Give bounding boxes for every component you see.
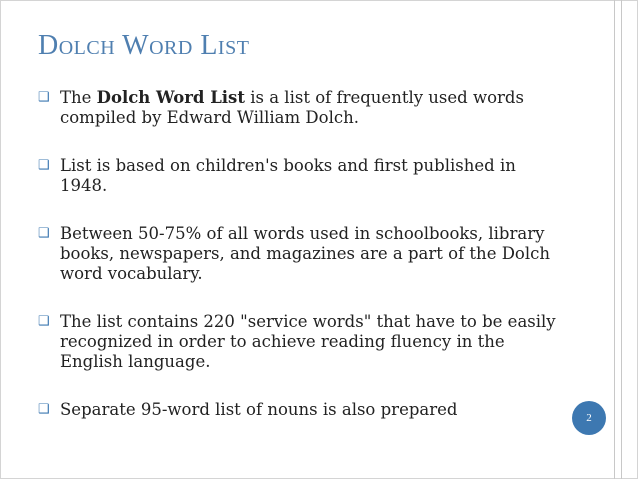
square-bullet-icon: ❑ xyxy=(38,314,50,329)
bullet-item xyxy=(38,88,563,128)
square-bullet-icon: ❑ xyxy=(38,402,50,417)
bullet-text: The list contains 220 "service words" that have to be easily recognized in order to achieve reading fluency in the English language. xyxy=(60,312,556,371)
bullet-text: Between 50-75% of all words used in schoolbooks, library books, newspapers, and magazines are a part of the Dolch word vocabulary. xyxy=(60,224,551,283)
bullet-text: Separate 95-word list of nouns is also prepared xyxy=(60,400,458,419)
bullet-list xyxy=(38,88,563,420)
square-bullet-icon: ❑ xyxy=(38,226,50,241)
bullet-text: List is based on children's books and first published in 1948. xyxy=(60,156,516,195)
bullet-text-bold: Dolch Word List xyxy=(96,88,245,107)
page-number-badge: 2 xyxy=(572,401,606,435)
slide-title: Dolch Word List xyxy=(38,30,250,61)
bullet-text-post: is a list of frequently used words compiled by Edward William Dolch. xyxy=(60,88,524,127)
square-bullet-icon: ❑ xyxy=(38,158,50,173)
bullet-text-pre: The xyxy=(60,88,97,107)
square-bullet-icon: ❑ xyxy=(38,90,50,105)
side-rule-inner xyxy=(621,0,622,479)
bullet-item xyxy=(38,400,563,420)
bullet-item xyxy=(38,224,563,284)
side-rule-outer xyxy=(614,0,615,479)
bullet-item xyxy=(38,312,563,372)
bullet-item xyxy=(38,156,563,196)
